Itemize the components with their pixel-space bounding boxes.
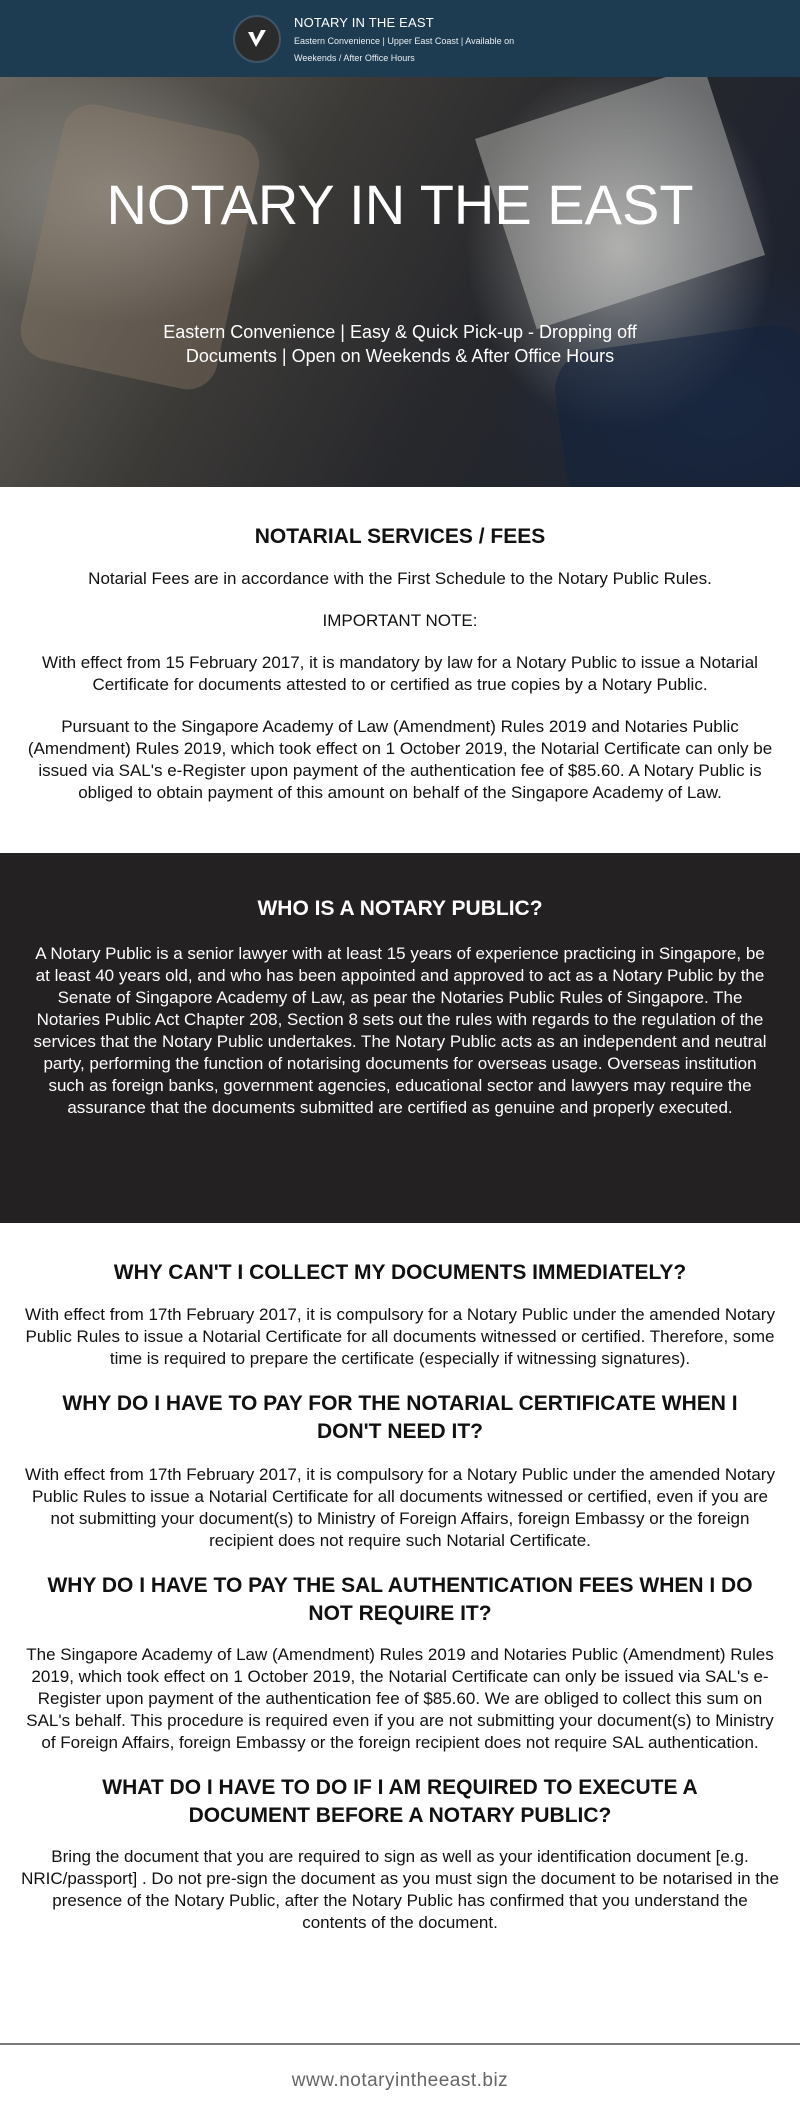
logo[interactable] xyxy=(233,15,281,63)
faq-question: WHY CAN'T I COLLECT MY DOCUMENTS IMMEDIATELY? xyxy=(113,1261,687,1284)
brand-subtitle: Eastern Convenience | Upper East Coast | Available on Weekends / After Office Hours xyxy=(294,36,515,63)
fees-paragraph-1: With effect from 15 February 2017, it is mandatory by law for a Notary Public to issue a Notarial Certificate for documents attested to or certified as true copies by a Notary Public. xyxy=(42,653,758,694)
footer-divider xyxy=(0,2043,800,2045)
faq-answer: With effect from 17th February 2017, it is compulsory for a Notary Public under the amended Notary Public Rules to issue a Notarial Certificate for all documents witnessed or certified, even if you are not submitting your document(s) to Ministry of Foreign Affairs, foreign Embassy or the foreign recipient does not require such Notarial Certificate. xyxy=(25,1465,775,1550)
faq-answer: The Singapore Academy of Law (Amendment) Rules 2019 and Notaries Public (Amendment) Rules 2019, which took effect on 1 October 2019, the Notarial Certificate can only be issued via SAL's e-Register upon payment of the authentication fee of $85.60. We are obliged to collect this sum on SAL's behalf. This procedure is required even if you are not submitting your document(s) to Ministry of Foreign Affairs, foreign Embassy or the foreign recipient does not require SAL authentication. xyxy=(26,1645,774,1752)
brand-title[interactable]: NOTARY IN THE EAST xyxy=(294,15,434,30)
hero-subtitle: Eastern Convenience | Easy & Quick Pick-up - Dropping off Documents | Open on Weekends & After Office Hours xyxy=(163,322,637,366)
faq-question: WHY DO I HAVE TO PAY THE SAL AUTHENTICATION FEES WHEN I DO NOT REQUIRE IT? xyxy=(47,1574,753,1625)
faq-question: WHY DO I HAVE TO PAY FOR THE NOTARIAL CERTIFICATE WHEN I DON'T NEED IT? xyxy=(62,1392,738,1443)
fees-line: Notarial Fees are in accordance with the First Schedule to the Notary Public Rules. xyxy=(88,569,712,588)
fees-heading: NOTARIAL SERVICES / FEES xyxy=(254,525,546,548)
faq-answer: Bring the document that you are required to sign as well as your identification document [e.g. NRIC/passport] . Do not pre-sign the document as you must sign the document to be notarised in the presence of the Notary Public, after the Notary Public has confirmed that you understand the contents of the document. xyxy=(21,1847,779,1932)
important-note-label: IMPORTANT NOTE: xyxy=(322,611,478,630)
fees-paragraph-2: Pursuant to the Singapore Academy of Law (Amendment) Rules 2019 and Notaries Public (Amendment) Rules 2019, which took effect on 1 October 2019, the Notarial Certificate can only be issued via SAL's e-Register upon payment of the authentication fee of $85.60. A Notary Public is obliged to obtain payment of this amount on behalf of the Singapore Academy of Law. xyxy=(27,717,773,802)
fees-section xyxy=(0,487,800,853)
faq-question: WHAT DO I HAVE TO DO IF I AM REQUIRED TO EXECUTE A DOCUMENT BEFORE A NOTARY PUBLIC? xyxy=(102,1776,698,1827)
v-check-logo-icon xyxy=(244,26,270,52)
footer-website-link[interactable]: www.notaryintheeast.biz xyxy=(291,2070,509,2091)
hero-title: NOTARY IN THE EAST xyxy=(106,173,694,236)
hero-banner xyxy=(0,77,800,487)
faq-section xyxy=(0,1223,800,1934)
who-paragraph: A Notary Public is a senior lawyer with at least 15 years of experience practicing in Singapore, be at least 40 years old, and who has been appointed and approved to act as a Notary Public by the Senate of Singapore Academy of Law, as pear the Notaries Public Rules of Singapore. The Notaries Public Act Chapter 208, Section 8 sets out the rules with regards to the regulation of the services that the Notary Public undertakes. The Notary Public acts as an independent and neutral party, performing the function of notarising documents for overseas usage. Overseas institution such as foreign banks, government agencies, educational sector and lawyers may require the assurance that the documents submitted are certified as genuine and properly executed. xyxy=(33,944,767,1117)
brand-block xyxy=(294,15,534,67)
top-header xyxy=(0,0,800,77)
who-heading: WHO IS A NOTARY PUBLIC? xyxy=(257,897,543,920)
who-section xyxy=(0,853,800,1223)
faq-answer: With effect from 17th February 2017, it is compulsory for a Notary Public under the amended Notary Public Rules to issue a Notarial Certificate for all documents witnessed or certified. Therefore, some time is required to prepare the certificate (especially if witnessing signatures). xyxy=(25,1305,775,1368)
